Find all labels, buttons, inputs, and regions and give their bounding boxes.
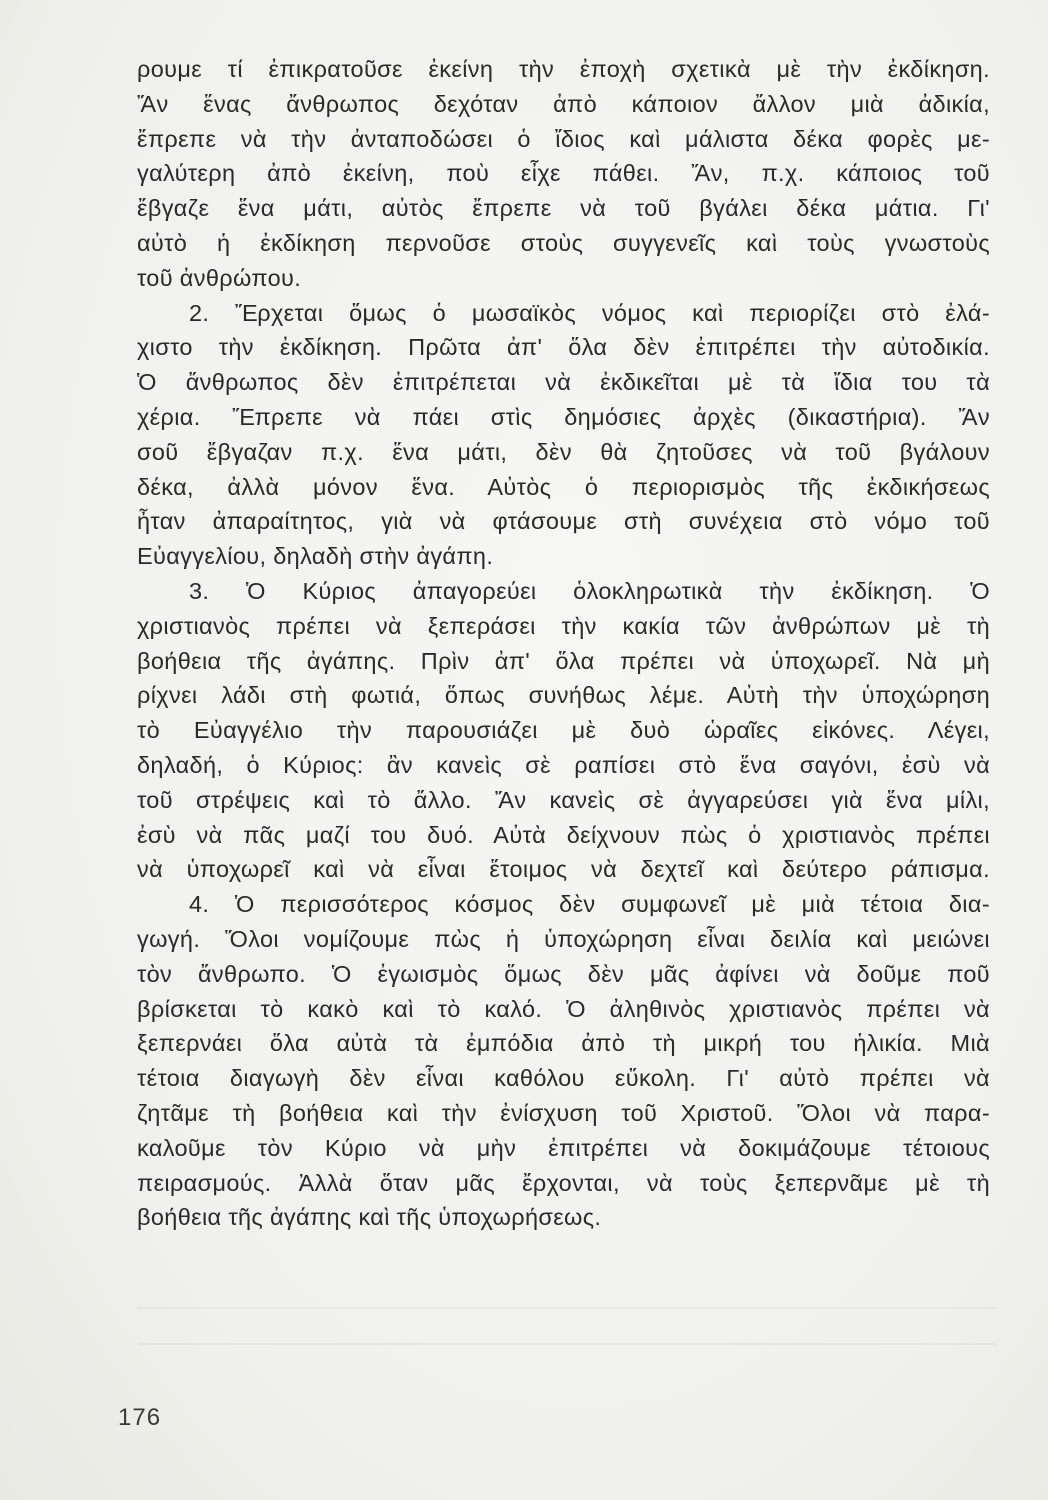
- text-line: αὐτὸ ἡ ἐκδίκηση περνοῦσε στοὺς συγγενεῖς καὶ τοὺς γνωστοὺς: [137, 229, 990, 256]
- text-line: Ἄν ἕνας ἄνθρωπος δεχόταν ἀπὸ κάποιον ἄλλον μιὰ ἀδικία,: [137, 90, 990, 117]
- text-line: Εὐαγγελίου, δηλαδὴ στὴν ἀγάπη.: [137, 543, 494, 570]
- paragraph-4-start: 4. Ὁ περισσότερος κόσμος δὲν συμφωνεῖ μὲ μιὰ τέτοια δια-: [189, 891, 990, 918]
- show-through-text: [137, 1285, 997, 1365]
- page-number: 176: [118, 1404, 162, 1431]
- text-line: Ὁ ἄνθρωπος δὲν ἐπιτρέπεται νὰ ἐκδικεῖται μὲ τὰ ἴδια του τὰ: [137, 369, 990, 396]
- text-line: χριστιανὸς πρέπει νὰ ξεπεράσει τὴν κακία τῶν ἀνθρώπων μὲ τὴ: [137, 612, 990, 639]
- text-line: γωγή. Ὅλοι νομίζουμε πὼς ἡ ὑποχώρηση εἶναι δειλία καὶ μειώνει: [137, 925, 990, 952]
- body-text: [137, 52, 990, 1235]
- text-line: ρουμε τί ἐπικρατοῦσε ἐκείνη τὴν ἐποχὴ σχετικὰ μὲ τὴν ἐκδίκηση.: [137, 56, 990, 82]
- text-line: σοῦ ἔβγαζαν π.χ. ἕνα μάτι, δὲν θὰ ζητοῦσες νὰ τοῦ βγάλουν: [137, 438, 990, 465]
- text-line: ἦταν ἀπαραίτητος, γιὰ νὰ φτάσουμε στὴ συνέχεια στὸ νόμο τοῦ: [137, 508, 990, 535]
- paragraph-2-start: 2. Ἔρχεται ὅμως ὁ μωσαϊκὸς νόμος καὶ περιορίζει στὸ ἐλά-: [189, 299, 990, 326]
- text-line: τὸν ἄνθρωπο. Ὁ ἐγωισμὸς ὅμως δὲν μᾶς ἀφίνει νὰ δοῦμε ποῦ: [137, 960, 990, 987]
- text-line: ἐσὺ νὰ πᾶς μαζί του δυό. Αὐτὰ δείχνουν πὼς ὁ χριστιανὸς πρέπει: [137, 821, 990, 848]
- text-line: ἔβγαζε ἕνα μάτι, αὐτὸς ἔπρεπε νὰ τοῦ βγάλει δέκα μάτια. Γι': [137, 195, 990, 222]
- text-line: ἔπρεπε νὰ τὴν ἀνταποδώσει ὁ ἴδιος καὶ μάλιστα δέκα φορὲς με-: [137, 125, 990, 152]
- text-line: πειρασμούς. Ἀλλὰ ὅταν μᾶς ἔρχονται, νὰ τοὺς ξεπερνᾶμε μὲ τὴ: [137, 1169, 990, 1196]
- text-line: βοήθεια τῆς ἀγάπης καὶ τῆς ὑποχωρήσεως.: [137, 1204, 602, 1231]
- text-line: ρίχνει λάδι στὴ φωτιά, ὅπως συνήθως λέμε. Αὐτὴ τὴν ὑποχώρηση: [137, 682, 990, 709]
- text-line: βοήθεια τῆς ἀγάπης. Πρὶν ἀπ' ὅλα πρέπει νὰ ὑποχωρεῖ. Νὰ μὴ: [137, 647, 990, 674]
- paragraph-3-start: 3. Ὁ Κύριος ἀπαγορεύει ὁλοκληρωτικὰ τὴν ἐκδίκηση. Ὁ: [189, 577, 990, 604]
- text-line: τοῦ στρέψεις καὶ τὸ ἄλλο. Ἄν κανεὶς σὲ ἀγγαρεύσει γιὰ ἕνα μίλι,: [137, 786, 990, 813]
- text-line: χέρια. Ἔπρεπε νὰ πάει στὶς δημόσιες ἀρχὲς (δικαστήρια). Ἄν: [137, 403, 990, 430]
- text-line: ξεπερνάει ὅλα αὐτὰ τὰ ἐμπόδια ἀπὸ τὴ μικρή του ἡλικία. Μιὰ: [137, 1030, 990, 1057]
- text-line: βρίσκεται τὸ κακὸ καὶ τὸ καλό. Ὁ ἀληθινὸς χριστιανὸς πρέπει νὰ: [137, 995, 990, 1022]
- text-line: δέκα, ἀλλὰ μόνον ἕνα. Αὐτὸς ὁ περιορισμὸς τῆς ἐκδικήσεως: [137, 473, 990, 500]
- text-line: ζητᾶμε τὴ βοήθεια καὶ τὴν ἐνίσχυση τοῦ Χριστοῦ. Ὅλοι νὰ παρα-: [137, 1099, 990, 1126]
- text-line: χιστο τὴν ἐκδίκηση. Πρῶτα ἀπ' ὅλα δὲν ἐπιτρέπει τὴν αὐτοδικία.: [137, 334, 990, 361]
- text-line: γαλύτερη ἀπὸ ἐκείνη, ποὺ εἶχε πάθει. Ἄν, π.χ. κάποιος τοῦ: [137, 160, 990, 187]
- text-line: τοῦ ἀνθρώπου.: [137, 264, 302, 291]
- text-line: νὰ ὑποχωρεῖ καὶ νὰ εἶναι ἕτοιμος νὰ δεχτεῖ καὶ δεύτερο ράπισμα.: [137, 856, 990, 883]
- text-line: καλοῦμε τὸν Κύριο νὰ μὴν ἐπιτρέπει νὰ δοκιμάζουμε τέτοιους: [137, 1134, 990, 1161]
- text-line: δηλαδή, ὁ Κύριος: ἂν κανεὶς σὲ ραπίσει στὸ ἕνα σαγόνι, ἐσὺ νὰ: [137, 751, 990, 778]
- text-line: τέτοια διαγωγὴ δὲν εἶναι καθόλου εὔκολη. Γι' αὐτὸ πρέπει νὰ: [137, 1065, 990, 1092]
- text-line: τὸ Εὐαγγέλιο τὴν παρουσιάζει μὲ δυὸ ὡραῖες εἰκόνες. Λέγει,: [137, 717, 990, 744]
